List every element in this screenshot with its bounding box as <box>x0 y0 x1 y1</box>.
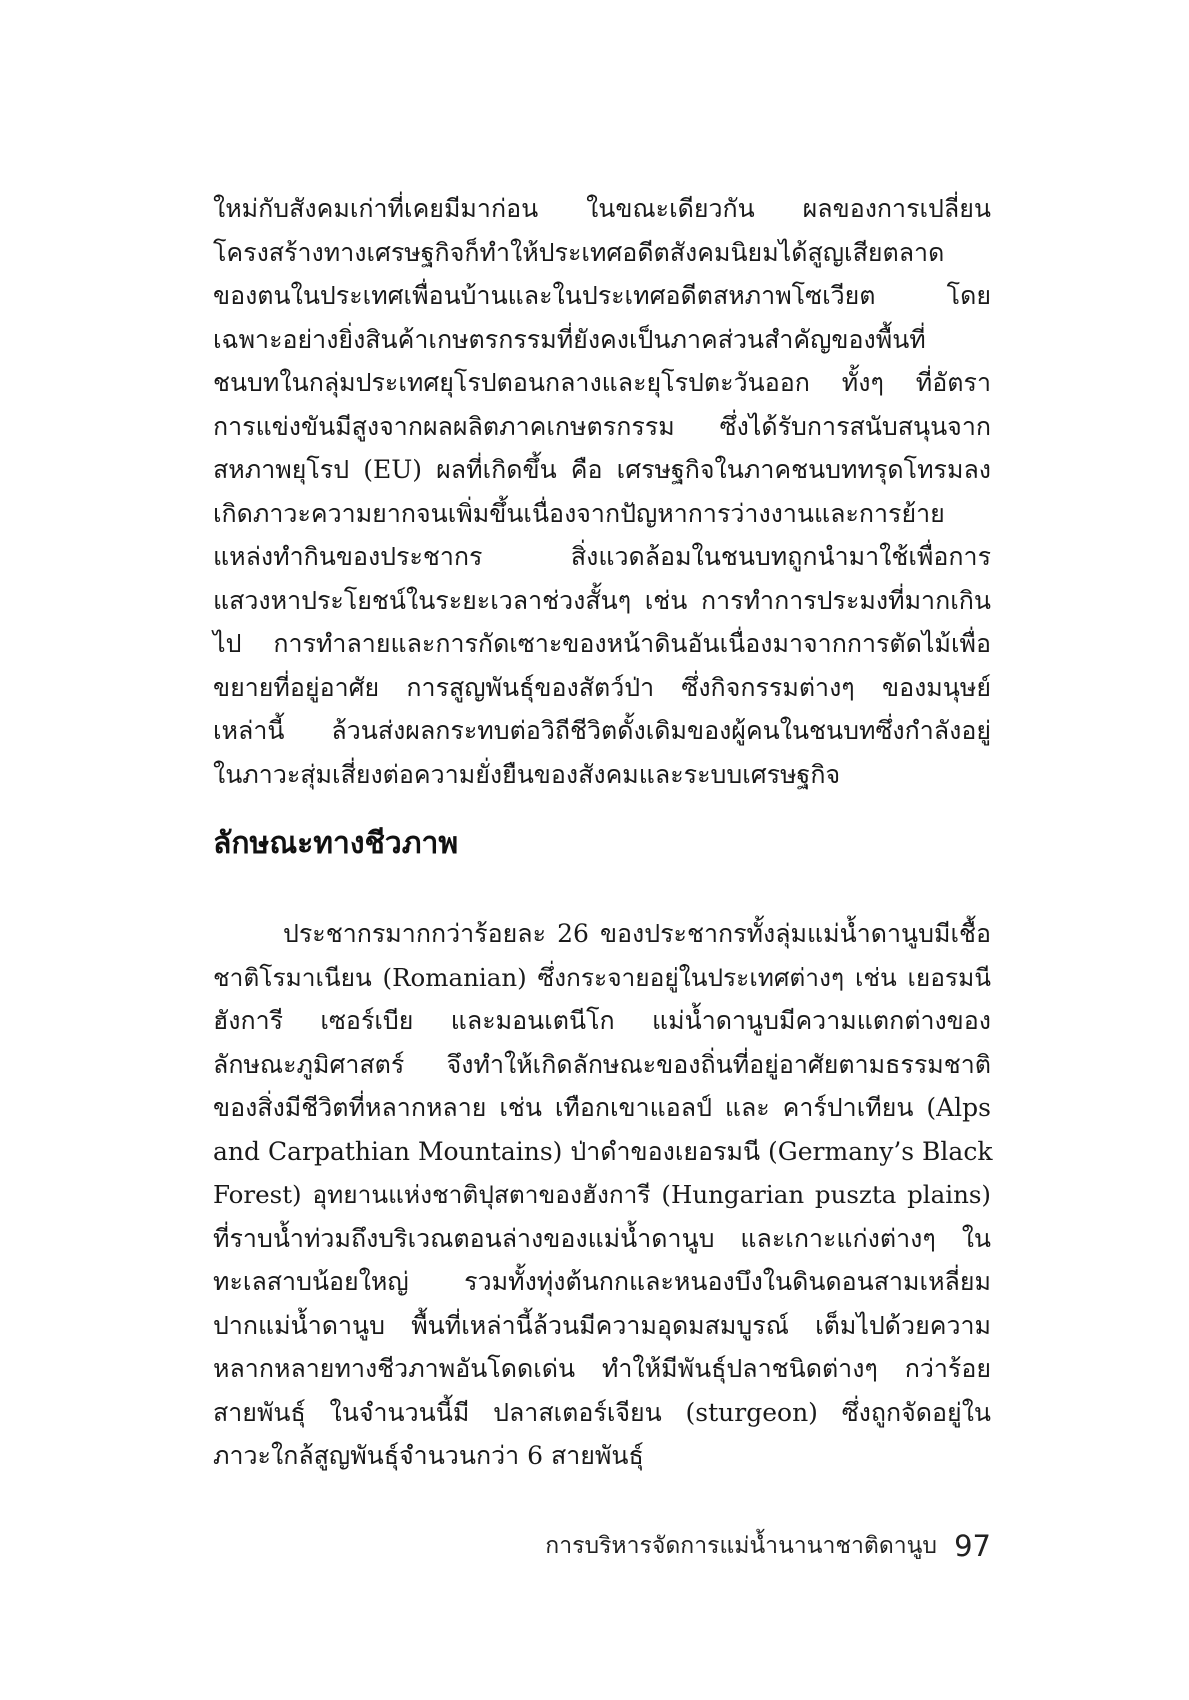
paragraph-line: ภาวะใกล้สูญพันธุ์จำนวนกว่า 6 สายพันธุ์ <box>213 1441 644 1470</box>
paragraph-line: สายพันธุ์ ในจำนวนนี้มี ปลาสเตอร์เจียน (sturgeon) ซึ่งถูกจัดอยู่ใน <box>213 1397 991 1427</box>
paragraph-line: ของสิ่งมีชีวิตที่หลากหลาย เช่น เทือกเขาแอลป์ และ คาร์ปาเทียน (Alps <box>213 1093 991 1122</box>
paragraph-line: เฉพาะอย่างยิ่งสินค้าเกษตรกรรมที่ยังคงเป็นภาคส่วนสำคัญของพื้นที่ <box>213 324 926 354</box>
paragraph-line: ของตนในประเทศเพื่อนบ้านและในประเทศอดีตสหภาพโซเวียต โดย <box>213 281 991 310</box>
paragraph-line: ชนบทในกลุ่มประเทศยุโรปตอนกลางและยุโรปตะวันออก ทั้งๆ ที่อัตรา <box>213 368 991 397</box>
paragraph-line: and Carpathian Mountains) ป่าดำของเยอรมนี (Germany’s Black <box>213 1136 993 1166</box>
page-number: 97 <box>954 1529 991 1563</box>
paragraph-line: ที่ราบน้ำท่วมถึงบริเวณตอนล่างของแม่น้ำดานูบ และเกาะแก่งต่างๆ ใน <box>213 1223 991 1253</box>
section-heading: ลักษณะทางชีวภาพ <box>213 826 459 861</box>
paragraph-2 <box>213 912 991 1478</box>
page-footer <box>545 1528 991 1564</box>
paragraph-line: ลักษณะภูมิศาสตร์ จึงทำให้เกิดลักษณะของถิ่นที่อยู่อาศัยตามธรรมชาติ <box>213 1049 991 1079</box>
paragraph-line: การแข่งขันมีสูงจากผลผลิตภาคเกษตรกรรม ซึ่งได้รับการสนับสนุนจาก <box>213 411 991 441</box>
paragraph-line: ในภาวะสุ่มเสี่ยงต่อความยั่งยืนของสังคมและระบบเศรษฐกิจ <box>213 759 841 789</box>
paragraph-line: แหล่งทำกินของประชากร สิ่งแวดล้อมในชนบทถูกนำมาใช้เพื่อการ <box>213 542 991 571</box>
paragraph-line: เกิดภาวะความยากจนเพิ่มขึ้นเนื่องจากปัญหาการว่างงานและการย้าย <box>213 498 945 528</box>
paragraph-line: ขยายที่อยู่อาศัย การสูญพันธุ์ของสัตว์ป่า ซึ่งกิจกรรมต่างๆ ของมนุษย์ <box>213 672 991 702</box>
paragraph-line: โครงสร้างทางเศรษฐกิจก็ทำให้ประเทศอดีตสังคมนิยมได้สูญเสียตลาด <box>213 237 945 267</box>
paragraph-line: ใหม่กับสังคมเก่าที่เคยมีมาก่อน ในขณะเดียวกัน ผลของการเปลี่ยน <box>213 194 991 223</box>
paragraph-line: แสวงหาประโยชน์ในระยะเวลาช่วงสั้นๆ เช่น การทำการประมงที่มากเกิน <box>213 585 991 615</box>
paragraph-line: ฮังการี เซอร์เบีย และมอนเตนีโก แม่น้ำดานูบมีความแตกต่างของ <box>213 1006 991 1035</box>
paragraph-line: ปากแม่น้ำดานูบ พื้นที่เหล่านี้ล้วนมีความอุดมสมบูรณ์ เต็มไปด้วยความ <box>213 1310 991 1340</box>
paragraph-line: สหภาพยุโรป (EU) ผลที่เกิดขึ้น คือ เศรษฐกิจในภาคชนบททรุดโทรมลง <box>213 455 991 484</box>
paragraph-line: เหล่านี้ ล้วนส่งผลกระทบต่อวิถีชีวิตดั้งเดิมของผู้คนในชนบทซึ่งกำลังอยู่ <box>213 716 991 745</box>
paragraph-line: Forest) อุทยานแห่งชาติปุสตาของฮังการี (Hungarian puszta plains) <box>213 1180 991 1209</box>
running-title: การบริหารจัดการแม่น้ำนานาชาติดานูบ <box>545 1533 937 1559</box>
paragraph-line: ทะเลสาบน้อยใหญ่ รวมทั้งทุ่งต้นกกและหนองบึงในดินดอนสามเหลี่ยม <box>213 1267 991 1296</box>
paragraph-line: ประชากรมากกว่าร้อยละ 26 ของประชากรทั้งลุ่มแม่น้ำดานูบมีเชื้อ <box>283 919 991 948</box>
paragraph-line: ไป การทำลายและการกัดเซาะของหน้าดินอันเนื่องมาจากการตัดไม้เพื่อ <box>213 629 991 658</box>
paragraph-1 <box>213 187 991 796</box>
paragraph-line: หลากหลายทางชีวภาพอันโดดเด่น ทำให้มีพันธุ์ปลาชนิดต่างๆ กว่าร้อย <box>213 1354 991 1383</box>
paragraph-line: ชาติโรมาเนียน (Romanian) ซึ่งกระจายอยู่ในประเทศต่างๆ เช่น เยอรมนี <box>213 962 991 992</box>
